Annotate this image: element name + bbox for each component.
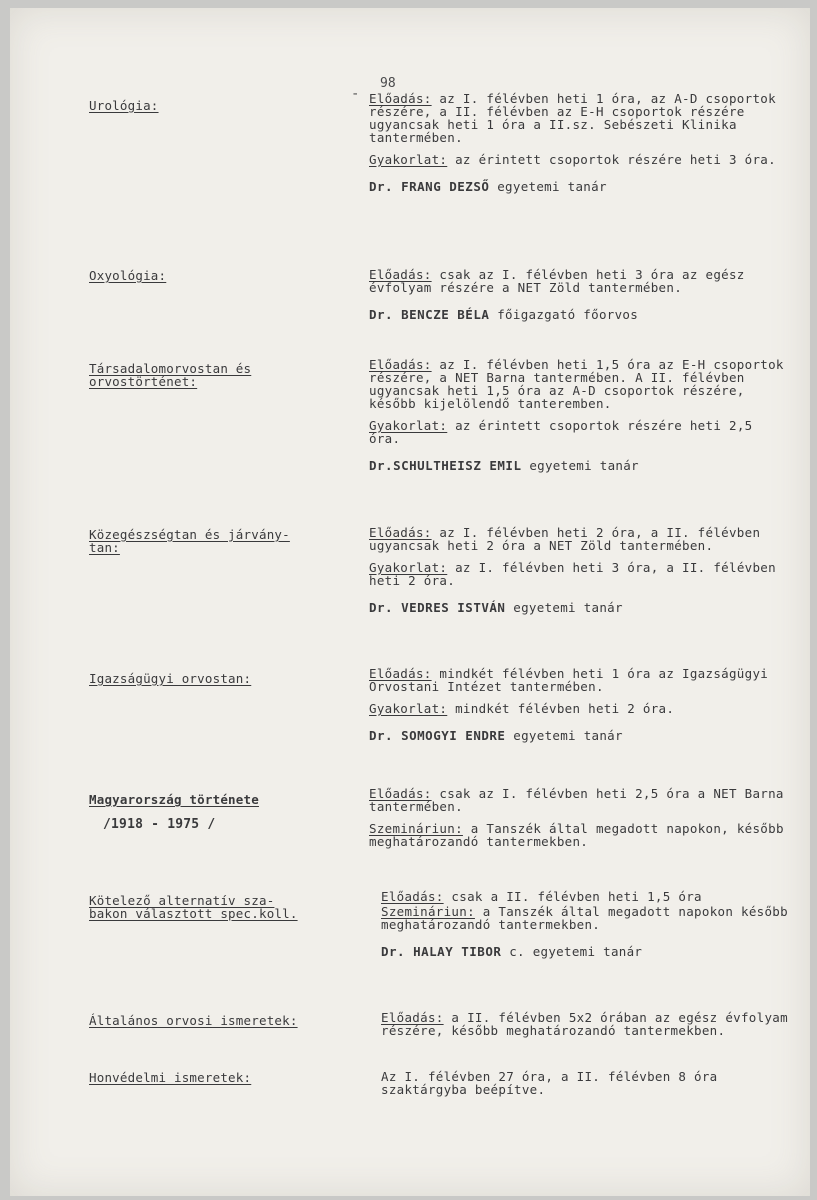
subject-title: Általános orvosi ismeretek: <box>89 1013 298 1028</box>
practice-info: Gyakorlat: az érintett csoportok részére heti 2,5 óra. <box>369 418 753 446</box>
practice-info: Gyakorlat: az érintett csoportok részére heti 3 óra. <box>369 152 776 167</box>
lecture-info: Előadás: csak az I. félévben heti 2,5 óra a NET Barna tantermében. <box>369 786 784 814</box>
subject-title: Magyarország története /1918 - 1975 / <box>89 793 359 831</box>
teacher-line: Dr. HALAY TIBOR c. egyetemi tanár <box>381 944 643 959</box>
subject-period: /1918 - 1975 / <box>103 817 216 832</box>
section-content <box>369 787 784 857</box>
subject-title: Urológia: <box>89 98 159 113</box>
section-content <box>369 526 784 623</box>
lecture-info: Előadás: csak az I. félévben heti 3 óra az egész évfolyam részére a NET Zöld tantermében. <box>369 267 745 295</box>
teacher-line: Dr. SOMOGYI ENDRE egyetemi tanár <box>369 728 623 743</box>
lecture-info: Előadás: az I. félévben heti 2 óra, a II. félévben ugyancsak heti 2 óra a NET Zöld tantermében. <box>369 525 761 553</box>
schedule-info: Az I. félévben 27 óra, a II. félévben 8 óra szaktárgyba beépítve. <box>381 1069 718 1097</box>
section-content <box>381 890 796 967</box>
section-content <box>369 667 784 751</box>
subject-title: Oxyológia: <box>89 268 167 283</box>
teacher-line: Dr. BENCZE BÉLA főigazgató főorvos <box>369 307 639 322</box>
lecture-info: Előadás: csak a II. félévben heti 1,5 óra <box>381 889 702 904</box>
section-content <box>381 1011 796 1046</box>
subject-title: Honvédelmi ismeretek: <box>89 1070 252 1085</box>
practice-info: Gyakorlat: az I. félévben heti 3 óra, a II. félévben heti 2 óra. <box>369 560 776 588</box>
lecture-info: Előadás: mindkét félévben heti 1 óra az Igazságügyi Orvostani Intézet tantermében. <box>369 666 769 694</box>
section-content <box>381 1070 796 1105</box>
section-content <box>369 268 784 330</box>
seminar-info: Szemináriun: a Tanszék által megadott napokon később meghatározandó tantermekben. <box>381 904 788 932</box>
teacher-line: Dr.SCHULTHEISZ EMIL egyetemi tanár <box>369 458 639 473</box>
page-number: 98 <box>380 76 396 91</box>
section-content <box>369 92 784 202</box>
section-content <box>369 358 784 481</box>
teacher-line: Dr. FRANG DEZSŐ egyetemi tanár <box>369 179 607 194</box>
lecture-info: Előadás: az I. félévben heti 1 óra, az A-D csoportok részére, a II. félévben az E-H csoportok részére ugyancsak heti 1 óra a II.sz. Sebészeti Klinika tantermében. <box>369 91 776 145</box>
lecture-info: Előadás: a II. félévben 5x2 órában az egész évfolyam részére, később meghatározandó tantermekben. <box>381 1010 788 1038</box>
practice-info: Gyakorlat: mindkét félévben heti 2 óra. <box>369 701 675 716</box>
seminar-info: Szemináriun: a Tanszék által megadott napokon, később meghatározandó tantermekben. <box>369 821 784 849</box>
subject-title: Társadalomorvostan és orvostörténet: <box>89 361 252 389</box>
subject-title: Közegészségtan és járvány- tan: <box>89 527 290 555</box>
teacher-line: Dr. VEDRES ISTVÁN egyetemi tanár <box>369 600 623 615</box>
lecture-info: Előadás: az I. félévben heti 1,5 óra az E-H csoportok részére, a NET Barna tantermében. A II. félévben ugyancsak heti 1,5 óra az A-D csoportok részére, később kijelölendő tanteremben. <box>369 357 784 411</box>
document-page: - 98 Urológia: Előadás: az I. félévben heti 1 óra, az A-D csoportok részére, a II. félévben az E-H csoportok részére ugyancsak heti 1 óra a II.sz. Sebészeti Klinika tantermében. Gyakorlat: az érintett csoportok részére heti 3 óra. Dr. FRANG DEZSŐ egyetemi tanár Oxyológia: Előadás: csak az I. félévben heti 3 óra az egész évfolyam részére a NET Zöld tantermében. Dr. BENCZE BÉLA főigazgató főorvos Társadalomorvostan és orvostörténet: Előadás: az I. félévben heti 1,5 óra az E-H csoportok részére, a NET Barna tantermében. A II. félévben ugyancsak heti 1,5 óra az A-D csoportok részére, később kijelölendő tanteremben. Gyakorlat: az érintett csoportok részére heti 2,5 óra. Dr.SCHULTHEISZ EMIL egyetemi tanár Közegészségtan és járvány- tan: Előadás: az I. félévben heti 2 óra, a II. félévben ugyancsak heti 2 óra a NET Zöld tantermében. Gyakorlat: az I. félévben heti 3 óra, a II. félévben heti 2 óra. Dr. VEDRES ISTVÁN egyetemi tanár Igazságügyi orvostan: Előadás: mindkét félévben heti 1 óra az Igazságügyi Orvostani Intézet tantermében. Gyakorlat: mindkét félévben heti 2 óra. Dr. SOMOGYI ENDRE egyetemi tanár Magyarország története /1918 - 1975 / Előadás: csak az I. félévben heti 2,5 óra a NET Barna tantermében. Szemináriun: a Tanszék által megadott napokon, később meghatározandó tantermekben. Kötelező alternatív sza- bakon választott spec.koll. Előadás: csak a II. félévben heti 1,5 óra Szemináriun: a Tanszék által megadott napokon később meghatározandó tantermekben. Dr. HALAY TIBOR c. egyetemi tanár Általános orvosi ismeretek: Előadás: a II. félévben 5x2 órában az egész évfolyam részére, később meghatározandó tantermekben. Honvédelmi ismeretek: Az I. félévben 27 óra, a II. félévben 8 óra szaktárgyba beépítve. <box>10 8 810 1196</box>
subject-title: Igazságügyi orvostan: <box>89 671 252 686</box>
subject-title: Kötelező alternatív sza- bakon választott spec.koll. <box>89 893 298 921</box>
